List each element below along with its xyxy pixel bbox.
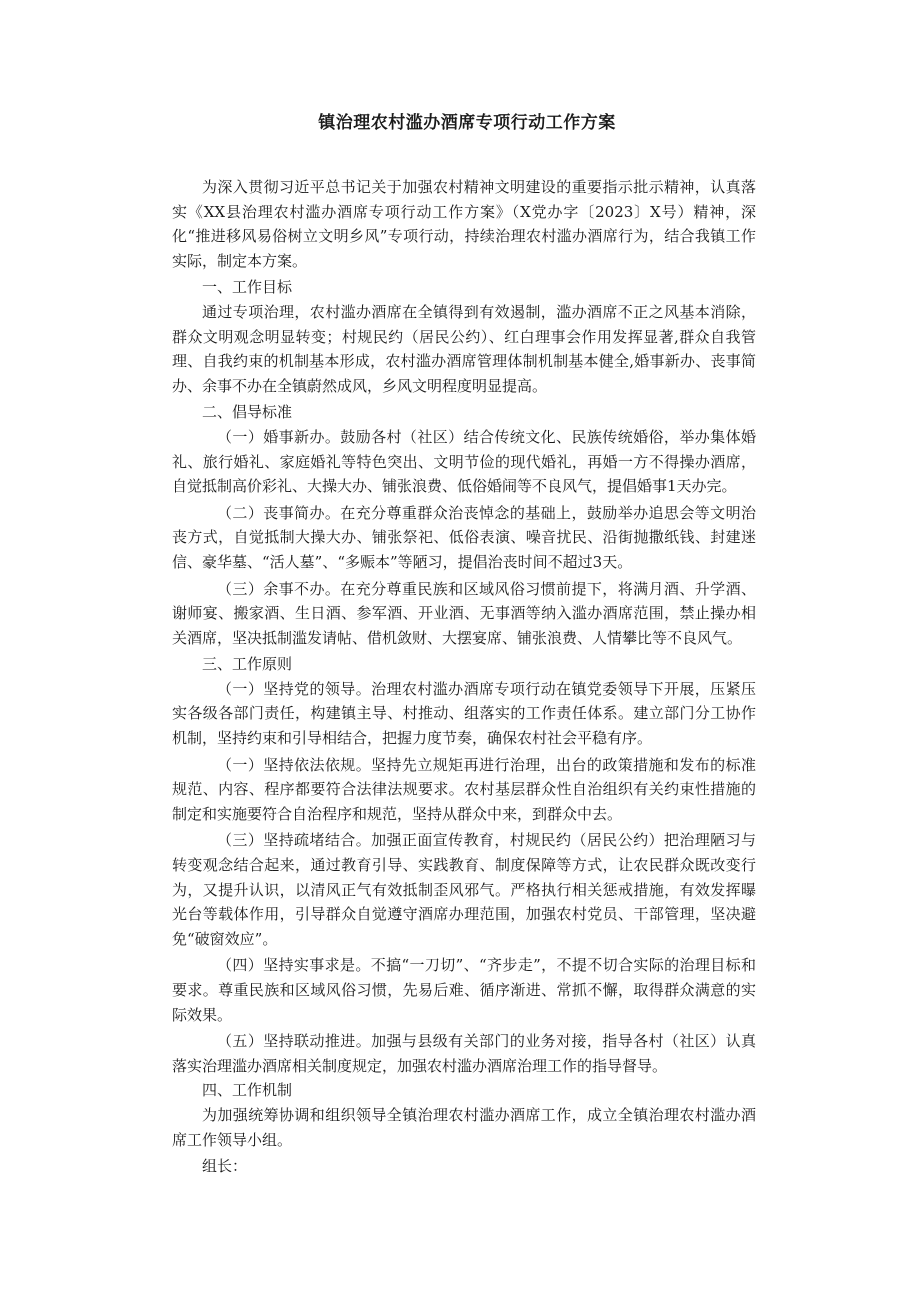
group-leader-label: 组长： [202,1157,248,1176]
section4-body: 为加强统筹协调和组织领导全镇治理农村滥办酒席工作，成立全镇治理农村滥办酒席工作领导小组。 [172,1105,756,1149]
section2-item-2: （二）丧事简办。在充分尊重群众治丧悼念的基础上，鼓励举办追思会等文明治丧方式，自觉抵制大操大办、铺张祭祀、低俗表演、噪音扰民、沿街抛撒纸钱、封建迷信、豪华墓、“活人墓”、“多赈本”等陋习，提倡治丧时间不超过3天。 [172,503,756,571]
section3-heading: 三、工作原则 [202,655,293,674]
document-title: 镇治理农村滥办酒席专项行动工作方案 [318,113,616,133]
section1-heading: 一、工作目标 [202,278,293,297]
document-page [172,108,756,1179]
section3-item-3: （三）坚持疏堵结合。加强正面宣传教育，村规民约（居民公约）把治理陋习与转变观念结合起来，通过教育引导、实践教育、制度保障等方式，让农民群众既改变行为，又提升认识，以清风正气有效抵制歪风邪气。严格执行相关惩戒措施，有效发挥曝光台等载体作用，引导群众自觉遵守酒席办理范围，加强农村党员、干部管理，坚决避免“破窗效应”。 [172,831,756,948]
section3-item-4: （四）坚持实事求是。不搞“一刀切”、“齐步走”，不提不切合实际的治理目标和要求。尊重民族和区域风俗习惯，先易后难、循序渐进、常抓不懈，取得群众满意的实际效果。 [172,956,756,1024]
intro-paragraph: 为深入贯彻习近平总书记关于加强农村精神文明建设的重要指示批示精神，认真落实《XX县治理农村滥办酒席专项行动工作方案》（X党办字〔2023〕X号）精神，深化“推进移风易俗树立文明乡风”专项行动，持续治理农村滥办酒席行为，结合我镇工作实际，制定本方案。 [172,178,756,270]
section2-item-1: （一）婚事新办。鼓励各村（社区）结合传统文化、民族传统婚俗，举办集体婚礼、旅行婚礼、家庭婚礼等特色突出、文明节俭的现代婚礼，再婚一方不得操办酒席，自觉抵制高价彩礼、大操大办、铺张浪费、低俗婚闹等不良风气，提倡婚事1天办完。 [172,427,756,496]
section3-item-1: （一）坚持党的领导。治理农村滥办酒席专项行动在镇党委领导下开展，压紧压实各级各部门责任，构建镇主导、村推动、组落实的工作责任体系。建立部门分工协作机制，坚持约束和引导相结合，把握力度节奏，确保农村社会平稳有序。 [172,679,756,748]
section1-body: 通过专项治理，农村滥办酒席在全镇得到有效遏制，滥办酒席不正之风基本消除，群众文明观念明显转变；村规民约（居民公约）、红白理事会作用发挥显著,群众自我管理、自我约束的机制基本形成，农村滥办酒席管理体制机制基本健全,婚事新办、丧事简办、余事不办在全镇蔚然成风，乡风文明程度明显提高。 [172,302,756,395]
section3-item-5: （五）坚持联动推进。加强与县级有关部门的业务对接，指导各村（社区）认真落实治理滥办酒席相关制度规定，加强农村滥办酒席治理工作的指导督导。 [172,1032,756,1075]
section4-heading: 四、工作机制 [202,1081,293,1100]
section2-heading: 二、倡导标准 [202,403,293,422]
section2-item-3: （三）余事不办。在充分尊重民族和区域风俗习惯前提下，将满月酒、升学酒、谢师宴、搬家酒、生日酒、参军酒、开业酒、无事酒等纳入滥办酒席范围，禁止操办相关酒席，坚决抵制滥发请帖、借机敛财、大摆宴席、铺张浪费、人情攀比等不良风气。 [172,579,756,647]
section3-item-2: （一）坚持依法依规。坚持先立规矩再进行治理，出台的政策措施和发布的标准规范、内容、程序都要符合法律法规要求。农村基层群众性自治组织有关约束性措施的制定和实施要符合自治程序和规范，坚持从群众中来，到群众中去。 [172,755,756,823]
